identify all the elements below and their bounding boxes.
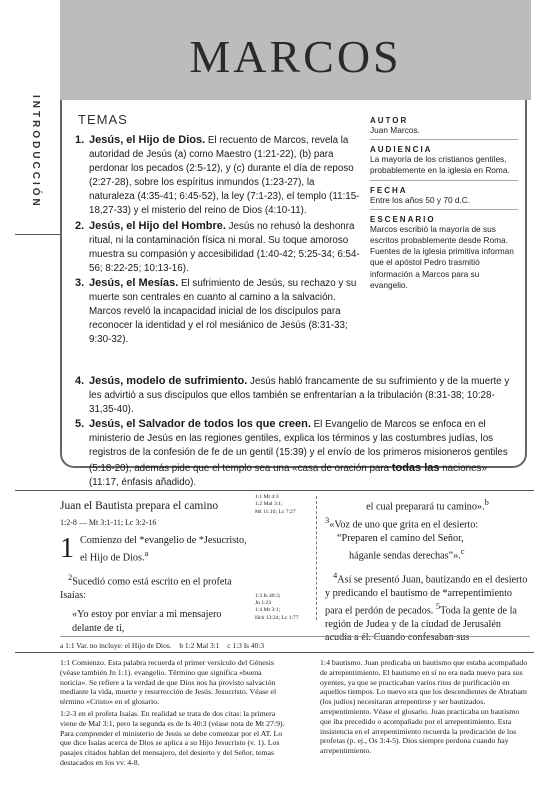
temas-list-wide — [75, 374, 515, 490]
side-tab — [30, 95, 44, 235]
footnotes — [60, 636, 530, 650]
column-divider — [316, 496, 317, 620]
footnote-marker: a — [144, 548, 149, 559]
verse-text: Comienzo del *evangelio de *Jesucristo, el Hijo de Dios. — [80, 534, 247, 564]
footnote-marker: b — [484, 497, 489, 507]
book-title: MARCOS — [189, 31, 402, 82]
verse-3c — [325, 545, 530, 563]
verse-number: 2 — [68, 572, 73, 583]
tema-text: Jesús habló francamente de su sufrimiento y de la muerte y les advirtió a sus discípulos que ellos también se enfrentarían a la tribulación (8:31-38; 10:28-31,35-40). — [89, 376, 510, 416]
cross-ref: Jn 1:23 — [255, 600, 272, 607]
tema-number: 5. — [75, 418, 85, 431]
sidebar-text: La mayoría de los cristianos gentiles, probablemente en la iglesia en Roma. — [370, 154, 510, 176]
ref-block — [255, 494, 310, 516]
verse-text: Sucedió como está escrito en el profeta Isaías: — [60, 576, 232, 601]
tema-item-1 — [75, 133, 362, 219]
sidebar-text: Juan Marcos. — [370, 125, 420, 135]
cross-ref: 1:2 Mal 3:1; — [255, 501, 283, 508]
cross-ref: 1:1 Mt 4:3 — [255, 494, 279, 500]
intro-sidebar — [370, 116, 518, 299]
tema-item-5 — [75, 417, 515, 489]
tema-title: Jesús, el Salvador de todos los que creen. — [89, 418, 311, 431]
sidebar-heading: ESCENARIO — [370, 214, 436, 224]
tema-number: 2. — [75, 219, 85, 232]
tema-text: El Evangelio de Marcos se enfoca en el ministerio de Jesús en las regiones gentiles, explica los términos y las costumbres judías, los registros de la confesión de fe de un gentil (15:39) y el envío de los primeros misioneros gentiles (5:18-20), además pide que el templo sea una «casa de oración para — [89, 419, 508, 474]
sidebar-text: Entre los años 50 y 70 d.C. — [370, 194, 471, 205]
sidebar-text: Marcos escribió la mayoría de sus escritos probablemente desde Roma. Fuentes de la iglesia primitiva informan que el apóstol Pedro trasmitió información a Marcos para su evangelio. — [370, 223, 514, 290]
side-tab-rule — [15, 234, 60, 235]
tema-number: 3. — [75, 276, 85, 289]
verse-text: Toda la gente de la región de Judea y de la ciudad de Jerusalén acudía a él. Cuando confesaban sus — [325, 605, 517, 644]
quote-1: «Yo estoy por enviar a mi mensajero delante de ti, — [72, 609, 222, 634]
parallel-passages: 1:2-8 — Mt 3:1-11; Lc 3:2-16 — [60, 518, 157, 528]
scripture-column-2 — [325, 496, 530, 645]
sidebar-heading: AUTOR — [370, 116, 409, 125]
sidebar-date — [370, 186, 518, 210]
verse-number: 3 — [325, 514, 330, 525]
commentary-note: 1:1 Comienzo. Esta palabra recuerda el primer versículo del Génesis (véase también Jn 1:1). evangelio. Término que significa «buena noticia». Se refiere a la verdad de que Dios nos ha provisto salvación mediante la vida, muerte y resurrección de Jesús. Jesucristo. Véase el término «Cristo» en el glosario. — [60, 658, 277, 707]
footnote: c 1:3 Is 40:3 — [227, 641, 265, 650]
sidebar-heading: AUDIENCIA — [370, 145, 433, 155]
verse-number: 4 — [333, 569, 338, 580]
tema-text-tail: naciones» (11:17, énfasis añadido). — [89, 462, 487, 488]
sidebar-setting — [370, 215, 518, 294]
verse-2-continued — [325, 496, 530, 514]
cross-ref: 1:3 Is 40:3; — [255, 592, 281, 599]
footnote: a 1:1 Var. no incluye: el Hijo de Dios. — [60, 641, 172, 650]
cross-ref: Hch 13:24; Lc 1:77 — [255, 614, 299, 621]
cross-references — [255, 494, 310, 622]
sidebar-audience — [370, 145, 518, 180]
section-divider — [15, 490, 534, 491]
verse-text: el cual preparará tu camino». — [366, 501, 485, 513]
commentary-note: 1:4 bautismo. Juan predicaba un bautismo que estaba acompañado de arrepentimiento. El bautismo en sí no era nada nuevo para sus oyentes, ya que se practicaban varios ritos de purificación en aquellos tiempos. Lo nuevo era que los descendientes de Abraham (los judíos) necesitaran arrepentirse y ser bautizados. arrepentimiento. Véase el glosario. Juan practicaba un bautismo que iba precedido o acompañado por el arrepentimiento. Esta insistencia en el arrepentimiento recuerda la predicación de los profetas (p. ej., Os 3:4-5). Dios siempre perdona cuando hay arrepentimiento. — [320, 658, 528, 756]
sidebar-author — [370, 116, 518, 140]
footnote: b 1:2 Mal 3:1 — [179, 641, 220, 650]
tema-title: Jesús, el Hijo de Dios. — [89, 134, 206, 146]
footnote-marker: c — [460, 546, 465, 556]
tema-title: Jesús, modelo de sufrimiento. — [89, 375, 248, 387]
verse-3 — [325, 514, 530, 532]
verse-text: Así se presentó Juan, bautizando en el desierto y predicando el bautismo de *arrepentimiento para el perdón de pecados. — [325, 574, 528, 617]
tema-text: Jesús no rehusó la deshonra ritual, ni la contaminación física ni moral. Su toque amoroso muestra su compasión y accesibilidad (1:40-42; 5:25-34; 6:54-56; 8:22-25; 10:13-16). — [89, 220, 360, 274]
verse-2 — [60, 571, 250, 602]
tema-text: El sufrimiento de Jesús, su rechazo y su muerte son centrales en cuanto al camino a la salvación. Marcos reveló la incapacidad inicial de los discípulos para reconocer la identidad y el rol mesiánico de Jesús (8:31-33; 9:30-32). — [89, 277, 357, 346]
chapter-number: 1 — [60, 532, 74, 564]
tema-emphasis: todas las — [391, 461, 440, 474]
cross-ref: Mt 11:10; Lc 7:27 — [255, 508, 296, 515]
tema-item-3 — [75, 276, 362, 347]
scripture-column-1 — [60, 500, 250, 635]
temas-list-narrow — [75, 133, 362, 347]
verse-text: háganle sendas derechas”». — [349, 550, 461, 562]
tema-title: Jesús, el Mesías. — [89, 276, 179, 289]
verse-number: 5 — [435, 601, 441, 611]
tema-item-2 — [75, 219, 362, 276]
tema-number: 4. — [75, 375, 85, 387]
commentary-left — [60, 658, 285, 770]
verse-3b: “Preparen el camino del Señor, — [337, 532, 464, 544]
verse-4-5 — [325, 569, 530, 645]
commentary-note: 1:2-3 en el profeta Isaías. En realidad se trata de dos citas: la primera viene de Mal 3:1, pero la segunda es de Is 40:3 (véase nota de Mt 27:9). Para comprender el ministerio de Jesús se debe comenzar por el AT. Lo que dice Isaías acerca de Dios se aplica a su Hijo Jesucristo (v. 1). Los pasajes citados hablan del mensajero, del desierto y del Señor, temas destacados en los vv. 4-8. — [60, 708, 285, 767]
verse-1 — [60, 534, 250, 565]
side-tab-label: INTRODUCCIÓN — [30, 95, 41, 209]
temas-heading: TEMAS — [78, 112, 128, 127]
commentary-right — [320, 658, 530, 758]
tema-title: Jesús, el Hijo del Hombre. — [89, 219, 226, 232]
section-heading: Juan el Bautista prepara el camino — [60, 500, 219, 512]
tema-text: El recuento de Marcos, revela la autoridad de Jesús (a) como Maestro (1:21-22), (b) para perdonar los pecados (2:5-12), y (c) durante el día de reposo (2:27-28), sobre los espíritus inmundos (1:23-27), la naturaleza (4:35-41; 6:45-52), la ley (7:1-23), el templo (11:15-18,27-33) y el misterio del reino de Dios (4:10-11). — [89, 135, 360, 217]
tema-number: 1. — [75, 134, 85, 146]
tema-item-4 — [75, 374, 515, 417]
verse-text: «Voz de uno que grita en el desierto: — [329, 519, 479, 531]
cross-ref: 1:4 Mt 3:1; — [255, 607, 281, 614]
sidebar-heading: FECHA — [370, 185, 408, 195]
